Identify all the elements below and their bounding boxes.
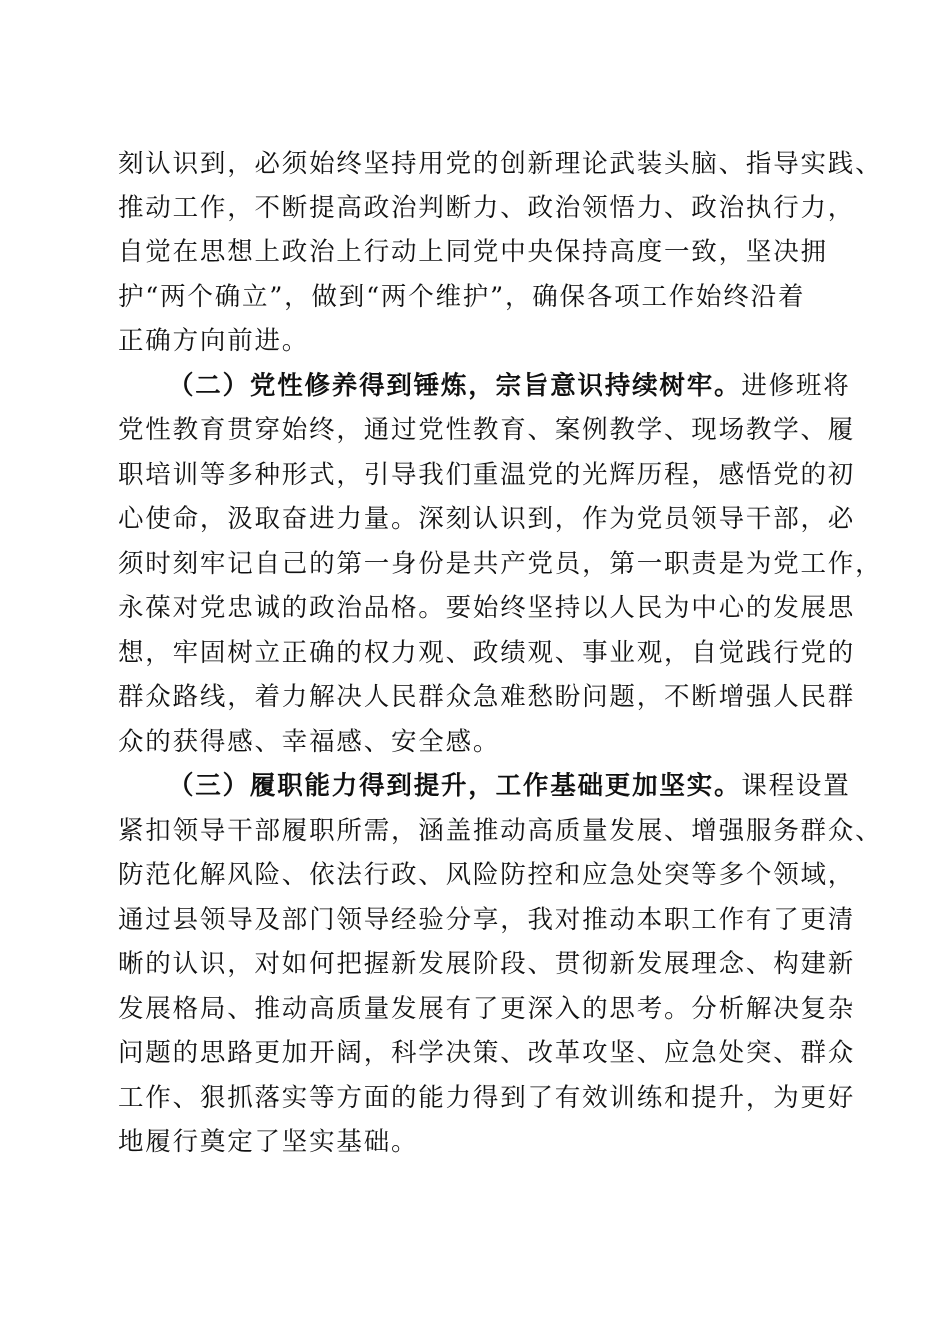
- paragraph-2-line-8: 群众路线，着力解决人民群众急难愁盼问题，不断增强人民群: [118, 682, 856, 712]
- paragraph-2-heading: （二）党性修养得到锤炼，宗旨意识持续树牢。: [168, 371, 742, 401]
- paragraph-2-line-2: 党性教育贯穿始终，通过党性教育、案例教学、现场教学、履: [118, 415, 856, 445]
- paragraph-2-line-1: [168, 368, 851, 404]
- paragraph-3-line-9: 地履行奠定了坚实基础。: [118, 1127, 419, 1157]
- paragraph-3-line-7: 问题的思路更加开阔，科学决策、改革攻坚、应急处突、群众: [118, 1038, 856, 1068]
- paragraph-3-line-3: 防范化解风险、依法行政、风险防控和应急处突等多个领域，: [118, 860, 856, 890]
- paragraph-2-first-line-rest: 进修班将: [741, 371, 851, 401]
- paragraph-3-line-8: 工作、狠抓落实等方面的能力得到了有效训练和提升，为更好: [118, 1083, 856, 1113]
- paragraph-1-line-2: 推动工作，不断提高政治判断力、政治领悟力、政治执行力，: [118, 193, 856, 223]
- paragraph-3-line-5: 晰的认识，对如何把握新发展阶段、贯彻新发展理念、构建新: [118, 949, 856, 979]
- paragraph-3-line-1: [168, 768, 851, 804]
- paragraph-2-line-3: 职培训等多种形式，引导我们重温党的光辉历程，感悟党的初: [118, 460, 856, 490]
- paragraph-1-line-3: 自觉在思想上政治上行动上同党中央保持高度一致，坚决拥: [118, 237, 828, 267]
- paragraph-3-first-line-rest: 课程设置: [741, 771, 851, 801]
- paragraph-2-line-5: 须时刻牢记自己的第一身份是共产党员，第一职责是为党工作，: [118, 549, 883, 579]
- paragraph-1-line-1: 刻认识到，必须始终坚持用党的创新理论武装头脑、指导实践、: [118, 149, 883, 179]
- paragraph-1-line-5: 正确方向前进。: [118, 326, 310, 356]
- paragraph-3-line-4: 通过县领导及部门领导经验分享，我对推动本职工作有了更清: [118, 905, 856, 935]
- paragraph-2-line-9: 众的获得感、幸福感、安全感。: [118, 727, 501, 757]
- paragraph-1-line-4: 护“两个确立”，做到“两个维护”，确保各项工作始终沿着: [118, 282, 806, 312]
- paragraph-3-line-2: 紧扣领导干部履职所需，涵盖推动高质量发展、增强服务群众、: [118, 816, 883, 846]
- paragraph-3-line-6: 发展格局、推动高质量发展有了更深入的思考。分析解决复杂: [118, 994, 856, 1024]
- paragraph-2-line-6: 永葆对党忠诚的政治品格。要始终坚持以人民为中心的发展思: [118, 593, 856, 623]
- paragraph-2-line-7: 想，牢固树立正确的权力观、政绩观、事业观，自觉践行党的: [118, 638, 856, 668]
- paragraph-3-heading: （三）履职能力得到提升，工作基础更加坚实。: [168, 771, 742, 801]
- paragraph-2-line-4: 心使命，汲取奋进力量。深刻认识到，作为党员领导干部，必: [118, 504, 856, 534]
